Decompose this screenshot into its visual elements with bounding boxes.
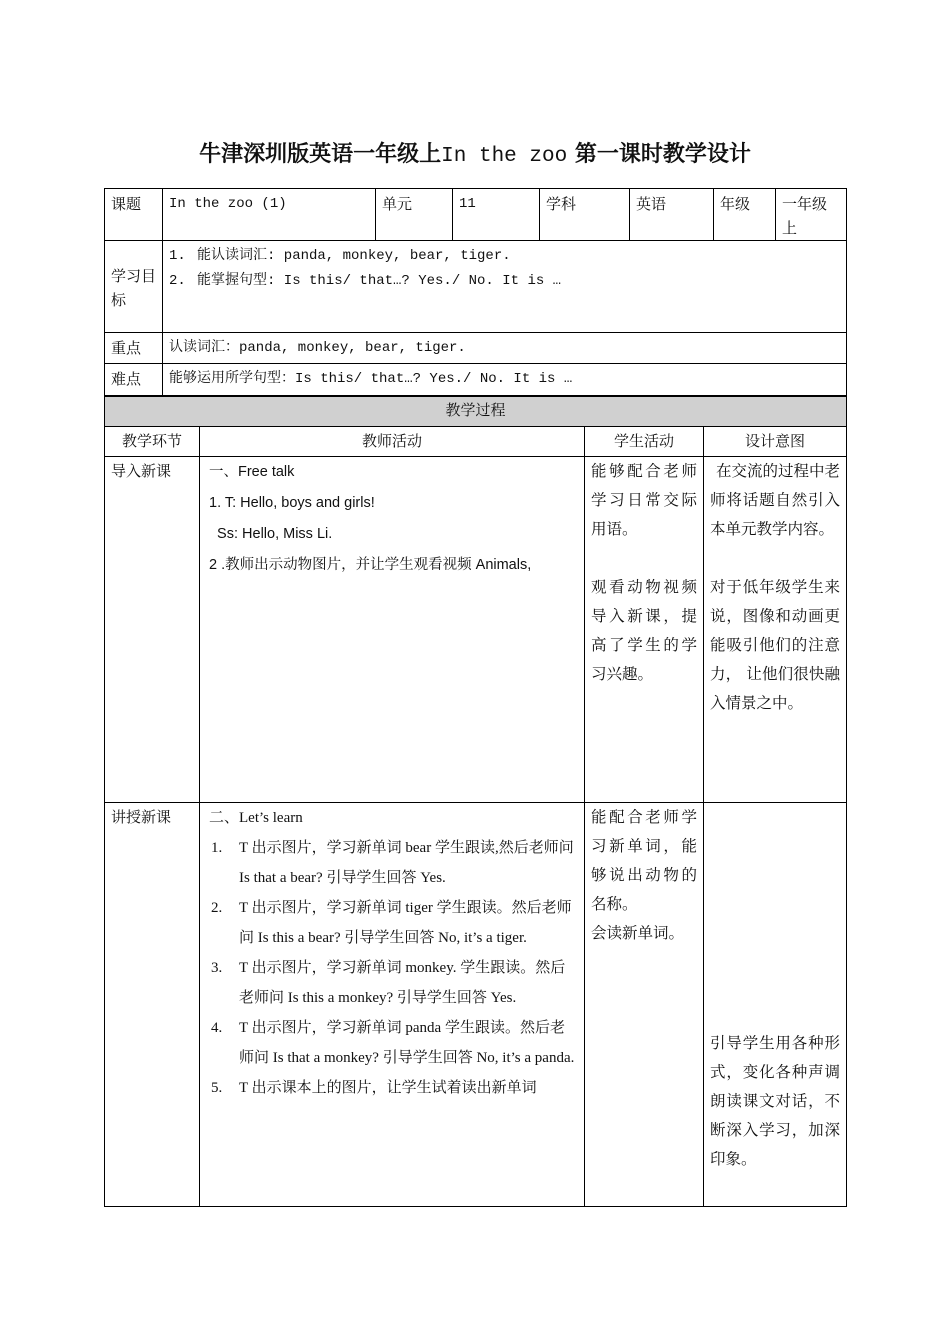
title-suffix: 第一课时教学设计 (567, 141, 751, 167)
col-student: 学生活动 (585, 427, 704, 457)
subject-label: 学科 (540, 189, 630, 241)
teach-teacher (200, 803, 585, 1207)
title-prefix: 牛津深圳版英语一年级上 (199, 141, 442, 167)
teach-step: 5. T 出示课本上的图片，让学生试着读出新单词 (211, 1080, 537, 1096)
intro-stage: 导入新课 (105, 457, 200, 803)
title-lesson: In the zoo (441, 145, 568, 168)
col-stage: 教学环节 (105, 427, 200, 457)
topic-label: 课题 (105, 189, 163, 241)
intro-teacher-line: Ss: Hello, Miss Li. (209, 526, 333, 542)
teach-step: 3. T 出示图片，学习新单词 monkey. 学生跟读。然后老师问 Is this a monkey? 引导学生回答 Yes. (211, 960, 566, 1006)
column-header-row (105, 427, 847, 457)
difficulty-text: 能够运用所学句型：Is this/ that…? Yes./ No. It is … (163, 364, 847, 396)
subject-value: 英语 (630, 189, 714, 241)
goal-item: 1. 能认读词汇: panda, monkey, bear, tiger. (169, 248, 511, 264)
focus-row (105, 333, 847, 364)
intro-student (585, 457, 704, 803)
focus-label: 重点 (105, 333, 163, 364)
grade-label: 年级 (714, 189, 776, 241)
process-header-row (105, 397, 847, 427)
focus-text: 认读词汇：panda, monkey, bear, tiger. (163, 333, 847, 364)
col-intent: 设计意图 (704, 427, 847, 457)
intro-teacher-line: 1. T: Hello, boys and girls! (209, 495, 375, 511)
info-table (104, 188, 847, 396)
teach-student (585, 803, 704, 1207)
col-teacher: 教师活动 (200, 427, 585, 457)
intro-row (105, 457, 847, 803)
process-header: 教学过程 (105, 397, 847, 427)
teach-intent: 引导学生用各种形式，变化各种声调朗读课文对话，不断深入学习，加深印象。 (704, 803, 847, 1207)
intro-intent-para: 在交流的过程中老师将话题自然引入本单元教学内容。 (710, 462, 841, 538)
intro-intent (704, 457, 847, 803)
teach-steps (209, 833, 578, 1103)
goal-item: 2. 能掌握句型: Is this/ that…? Yes./ No. It is … (169, 273, 562, 289)
goals-list (169, 244, 840, 294)
unit-value: 11 (453, 189, 540, 241)
info-row (105, 189, 847, 241)
teach-teacher-head: 二、Let’s learn (209, 810, 303, 826)
intro-student-para: 观看动物视频导入新课，提高了学生的学习兴趣。 (591, 578, 697, 683)
teach-row (105, 803, 847, 1207)
intro-intent-para: 对于低年级学生来说，图像和动画更能吸引他们的注意力， 让他们很快融入情景之中。 (710, 578, 841, 712)
intro-student-para: 能够配合老师学习日常交际用语。 (591, 462, 697, 538)
topic-value: In the zoo (1) (163, 189, 376, 241)
unit-label: 单元 (376, 189, 453, 241)
intro-teacher-line: 2 .教师出示动物图片，并让学生观看视频 Animals, (209, 557, 532, 573)
page-title (0, 137, 950, 168)
process-table (104, 396, 847, 1207)
goals-cell (163, 241, 847, 333)
teach-stage: 讲授新课 (105, 803, 200, 1207)
teach-student-para: 能配合老师学习新单词，能够说出动物的名称。 (591, 808, 697, 913)
difficulty-label: 难点 (105, 364, 163, 396)
intro-teacher (200, 457, 585, 803)
grade-value: 一年级上 (776, 189, 847, 241)
goals-label: 学习目标 (105, 241, 163, 333)
teach-student-para: 会读新单词。 (591, 924, 685, 942)
teach-step: 1. T 出示图片，学习新单词 bear 学生跟读,然后老师问 Is that a bear? 引导学生回答 Yes. (211, 840, 574, 886)
goals-row (105, 241, 847, 333)
teach-step: 2. T 出示图片，学习新单词 tiger 学生跟读。然后老师问 Is this a bear? 引导学生回答 No, it’s a tiger. (211, 900, 572, 946)
teach-step: 4. T 出示图片，学习新单词 panda 学生跟读。然后老师问 Is that a monkey? 引导学生回答 No, it’s a panda. (211, 1020, 575, 1066)
intro-teacher-line: 一、Free talk (209, 464, 295, 480)
difficulty-row (105, 364, 847, 396)
